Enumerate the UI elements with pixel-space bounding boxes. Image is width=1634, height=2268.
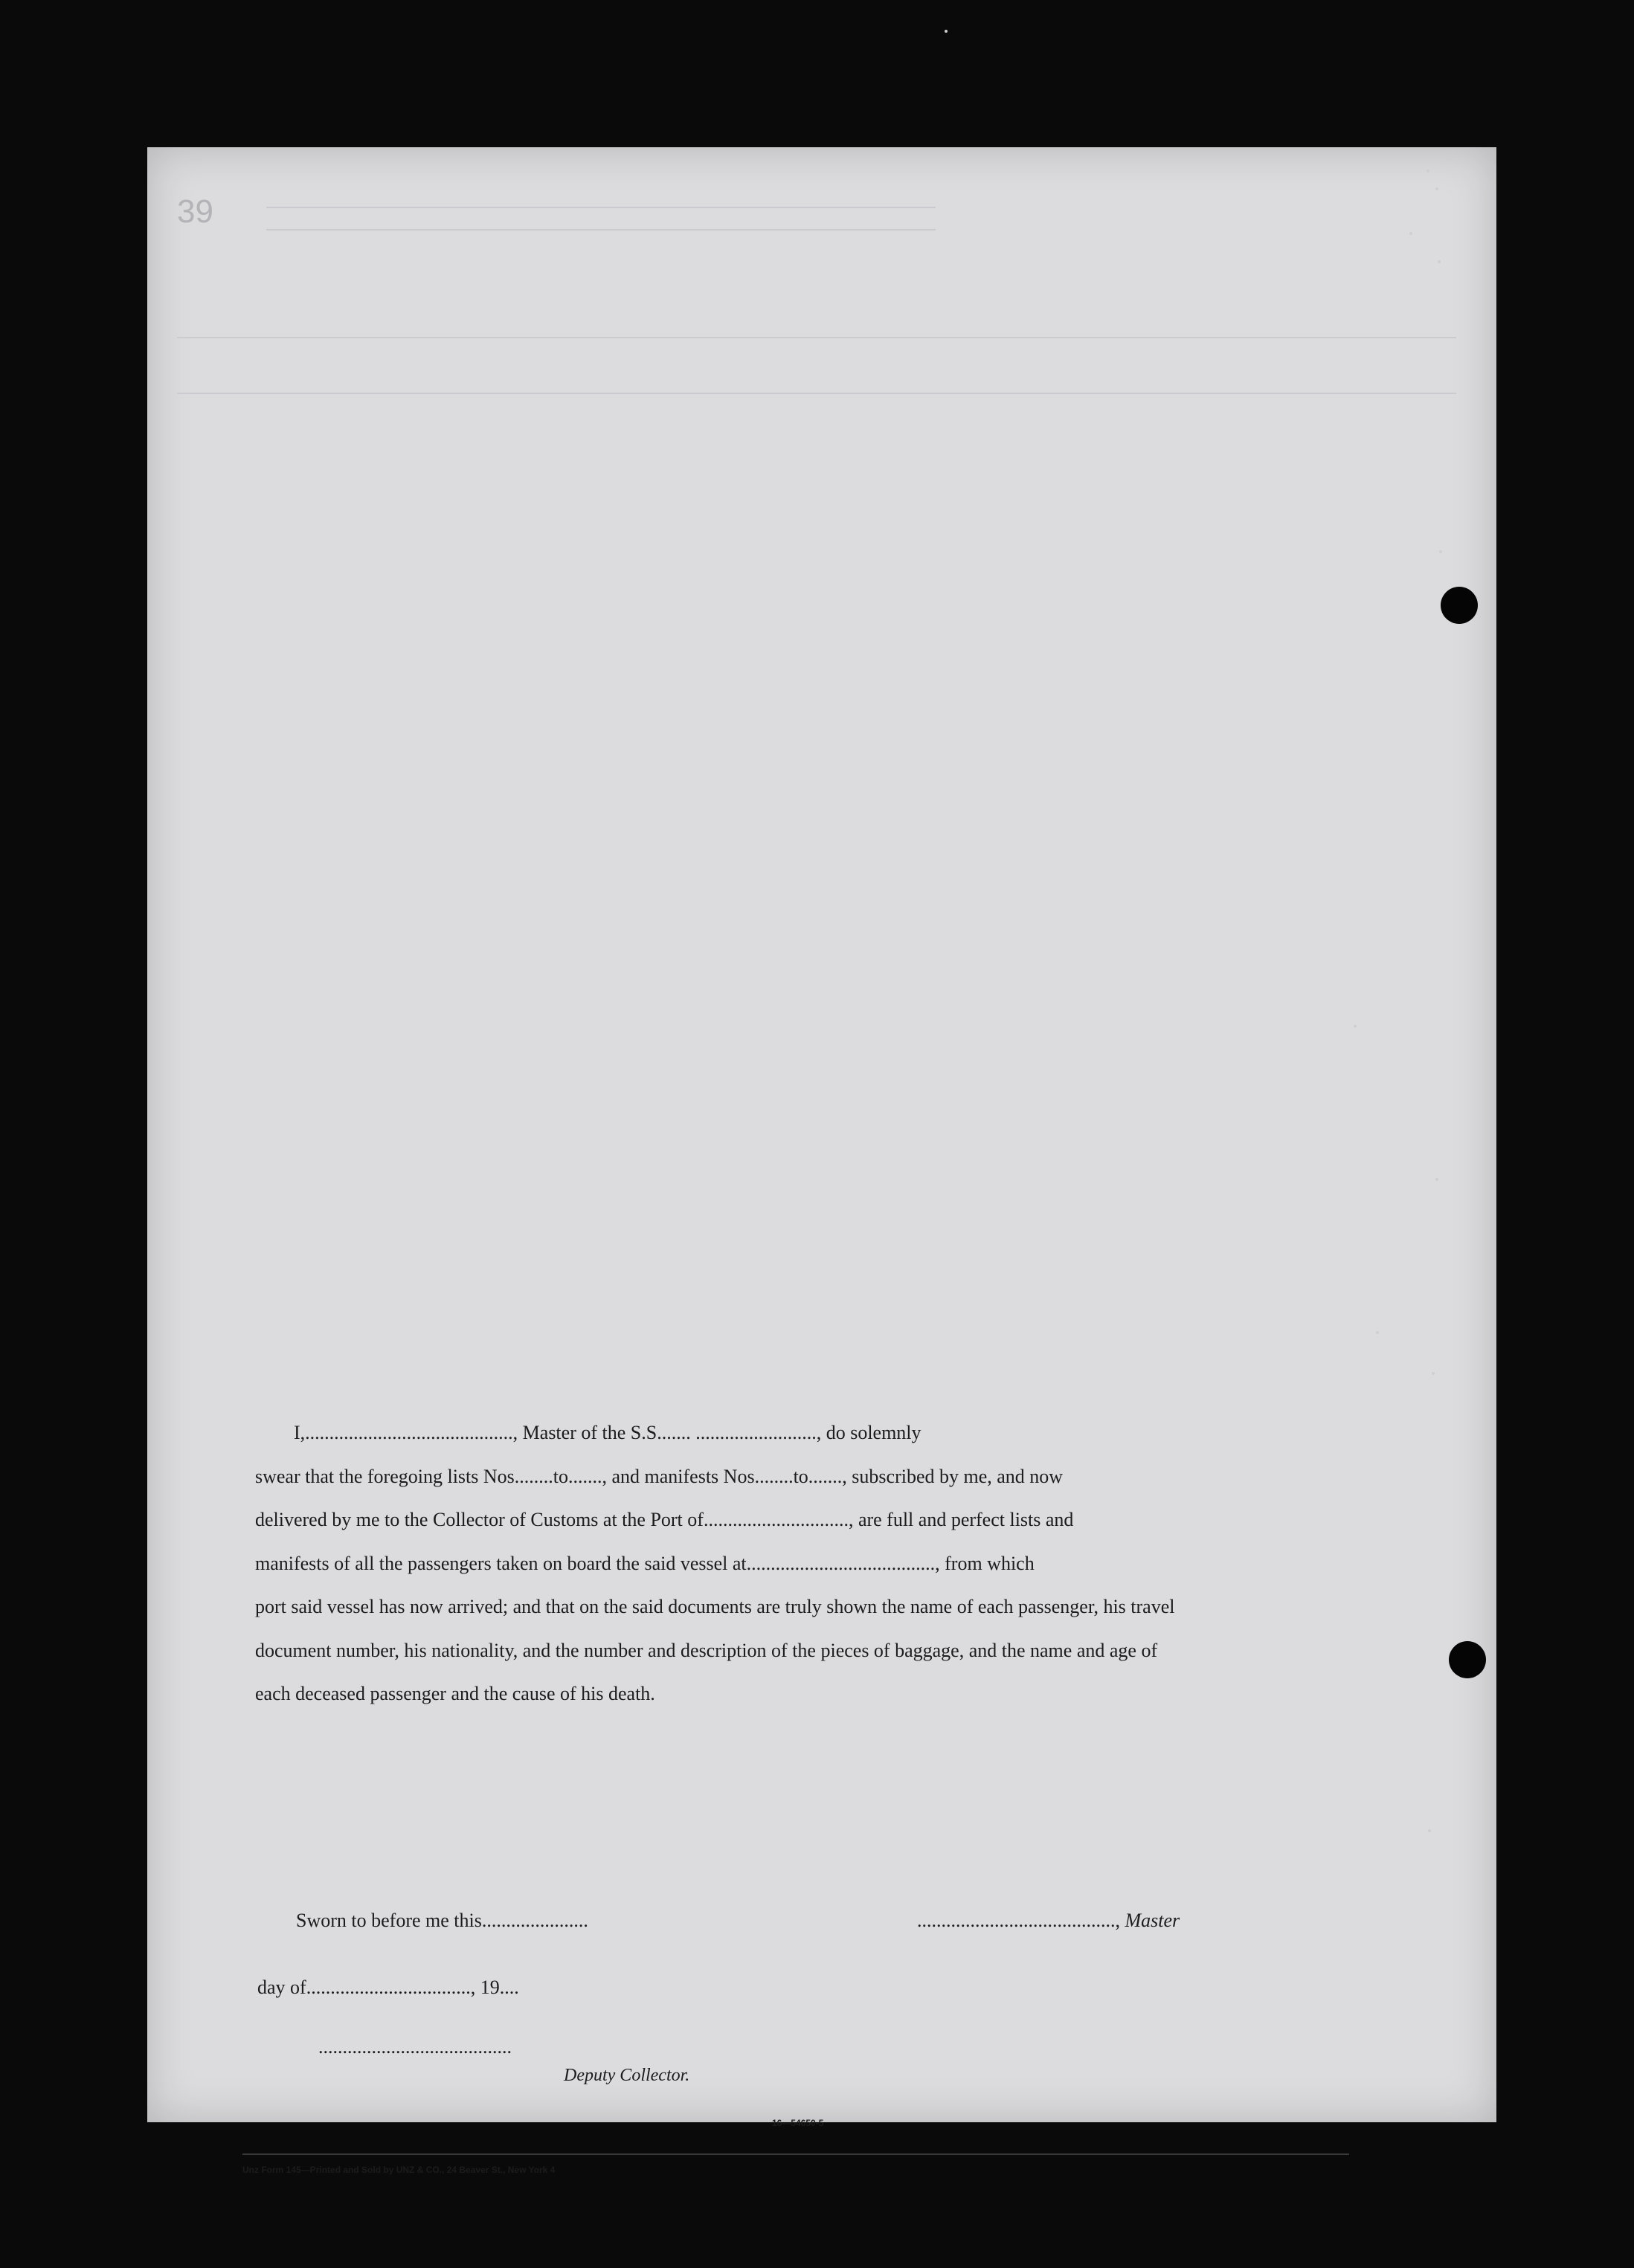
footer-divider xyxy=(242,2153,1349,2155)
oath-paragraph xyxy=(255,1411,1497,1716)
printer-imprint: Unz Form 145—Printed and Sold by UNZ & CO., 24 Beaver St., New York 4 xyxy=(242,2165,556,2175)
oath-line: manifests of all the passengers taken on board the said vessel at......................................., from which xyxy=(255,1552,1035,1574)
scan-speck xyxy=(1409,232,1412,235)
oath-line: I,..........................................., Master of the S.S....... ........................., do solemnly xyxy=(294,1422,921,1443)
page-number: 39 xyxy=(177,193,213,230)
manifest-page xyxy=(147,147,1496,2175)
scan-speck xyxy=(1438,260,1441,263)
scan-speck xyxy=(1354,1025,1357,1028)
scan-speck xyxy=(1428,1829,1431,1832)
bleed-through-line xyxy=(266,207,936,208)
oath-line: delivered by me to the Collector of Customs at the Port of.............................., are full and perfect lists and xyxy=(255,1509,1074,1530)
oath-line: each deceased passenger and the cause of his death. xyxy=(255,1683,655,1704)
oath-line: document number, his nationality, and the number and description of the pieces of baggage, and the name and age of xyxy=(255,1639,1158,1661)
scan-speck xyxy=(1426,170,1429,173)
punch-hole xyxy=(1449,1641,1486,1678)
scan-speck xyxy=(1435,187,1438,190)
scan-speck xyxy=(1435,1178,1438,1181)
scan-speck xyxy=(1376,1331,1379,1334)
day-of-line: day of.................................., 19.... xyxy=(257,1977,519,1998)
master-signature-dots: ........................................., xyxy=(917,1910,1120,1931)
master-signature-line xyxy=(917,1910,1180,1932)
sworn-before-line: Sworn to before me this...................... xyxy=(296,1910,588,1931)
deputy-collector-label: Deputy Collector. xyxy=(564,2066,690,2085)
scan-speck xyxy=(945,30,948,33)
punch-hole xyxy=(1441,587,1478,624)
scan-speck xyxy=(1432,1372,1435,1375)
scan-speck xyxy=(1439,550,1442,553)
oath-line: port said vessel has now arrived; and that on the said documents are truly shown the name of each passenger, his travel xyxy=(255,1596,1175,1617)
bleed-through-line xyxy=(177,337,1456,338)
bleed-through-line xyxy=(266,229,936,231)
form-code: 16—54650-5 xyxy=(772,2118,824,2128)
deputy-signature-dots: ........................................ xyxy=(318,2036,512,2058)
oath-line: swear that the foregoing lists Nos........to......., and manifests Nos........to......., subscribed by me, and now xyxy=(255,1465,1064,1487)
bleed-through-line xyxy=(177,393,1456,394)
master-label: Master xyxy=(1125,1910,1180,1931)
